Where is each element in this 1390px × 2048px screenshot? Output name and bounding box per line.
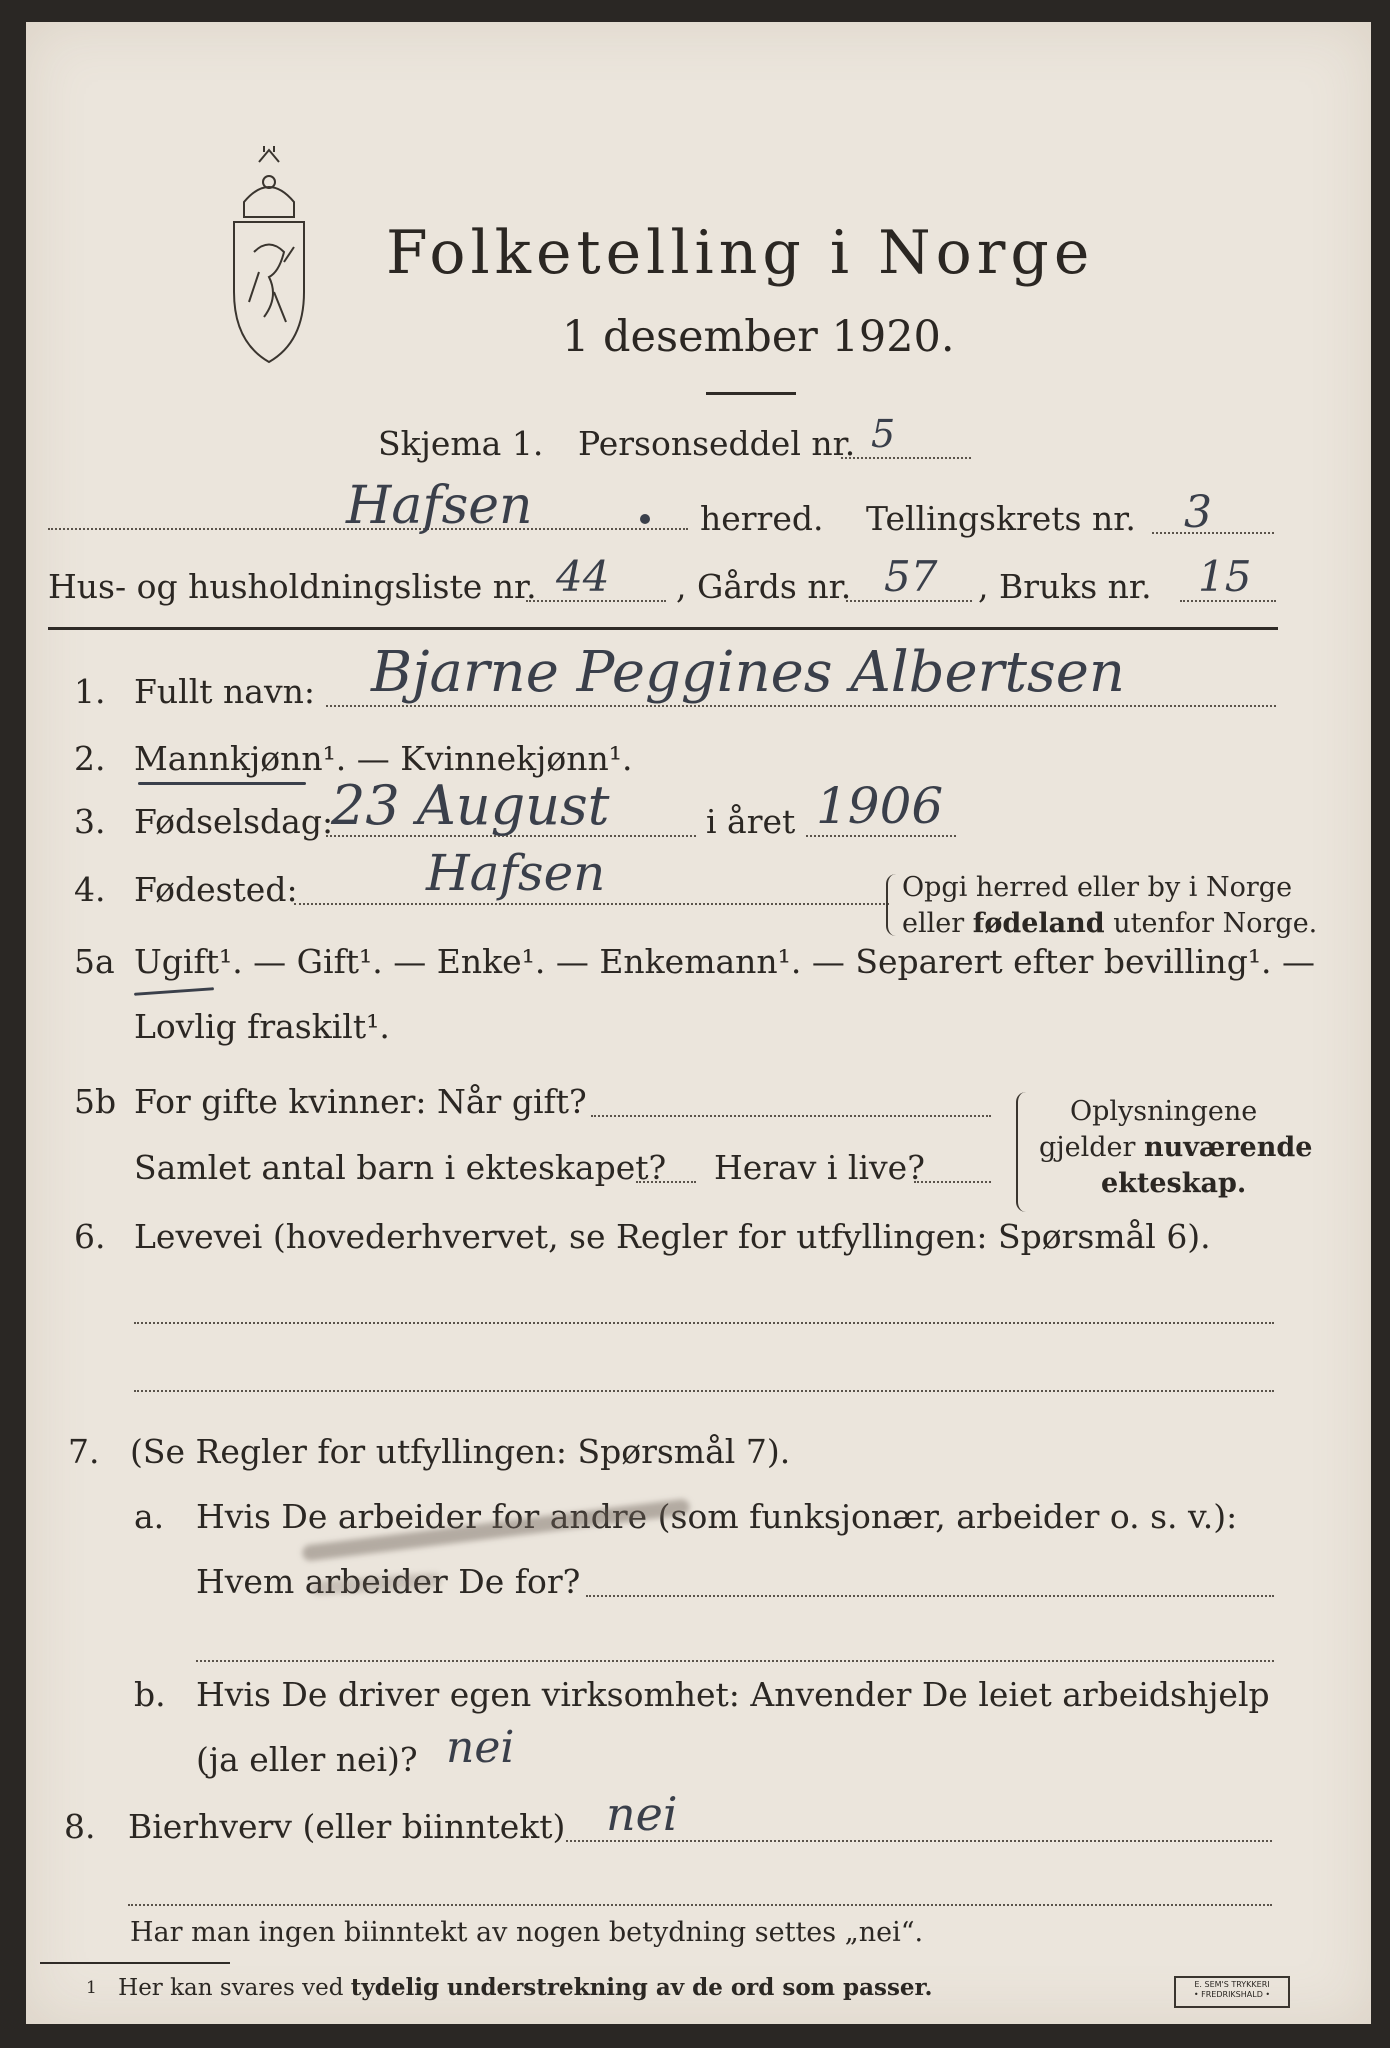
q7b-line2: (ja eller nei)? <box>196 1740 418 1779</box>
q6-label: Levevei (hovederhvervet, se Regler for utfyllingen: Spørsmål 6). <box>134 1217 1211 1256</box>
bruks-label: , Bruks nr. <box>978 567 1152 606</box>
footnote-text-pre: Her kan svares ved <box>118 1975 344 2001</box>
side-income-value: nei <box>606 1787 678 1841</box>
gards-value: 57 <box>884 552 938 601</box>
occupation-field-2[interactable] <box>134 1390 1274 1392</box>
full-name-field[interactable] <box>326 705 1276 707</box>
q5b-note1: Oplysningene <box>1070 1096 1258 1127</box>
q7a-line2: Hvem arbeider De for? <box>196 1562 581 1601</box>
q5b-line2b: Herav i live? <box>714 1148 925 1187</box>
footnote-mark: 1 <box>86 1978 97 1998</box>
form-title: Folketelling i Norge <box>386 218 1095 288</box>
hus-label: Hus- og husholdningsliste nr. <box>48 567 537 606</box>
q7-number: 7. <box>68 1432 100 1471</box>
q2-label: Mannkjønn¹. — Kvinnekjønn¹. <box>134 739 633 778</box>
occupation-field-1[interactable] <box>134 1322 1274 1324</box>
footnote <box>86 1974 933 2002</box>
q7b-letter: b. <box>134 1675 166 1714</box>
census-form <box>26 22 1371 2024</box>
married-when-field[interactable] <box>591 1115 991 1117</box>
employer-field-2[interactable] <box>196 1660 1274 1662</box>
birthplace-field[interactable] <box>294 903 889 905</box>
q8-note: Har man ingen biinntekt av nogen betydning settes „nei“. <box>130 1917 924 1948</box>
norway-coat-of-arms-icon <box>214 142 324 372</box>
q4-note-line2-pre: eller <box>902 908 965 939</box>
q5a-line1: Ugift¹. — Gift¹. — Enke¹. — Enkemann¹. — Separert efter bevilling¹. — <box>134 942 1316 981</box>
skjema-label: Skjema 1. <box>378 424 544 463</box>
q5b-number: 5b <box>74 1082 117 1121</box>
herred-value: Hafsen <box>346 476 533 536</box>
personseddel-field[interactable] <box>841 457 971 459</box>
header-rule <box>48 627 1278 630</box>
ink-dot <box>640 514 650 524</box>
personseddel-value: 5 <box>871 412 896 456</box>
q4-label: Fødested: <box>134 870 298 909</box>
q5b-note3: ekteskap. <box>1101 1168 1247 1199</box>
q5b-note2 <box>1039 1132 1312 1164</box>
q5a-line2: Lovlig fraskilt¹. <box>134 1007 390 1046</box>
q4-note-line1: Opgi herred eller by i Norge <box>902 872 1293 903</box>
q4-number: 4. <box>74 870 106 909</box>
mannkjonn-underline <box>138 782 306 785</box>
q8-label: Bierhverv (eller biinntekt) <box>128 1807 566 1846</box>
q5b-note2-pre: gjelder <box>1039 1132 1136 1163</box>
q7-label: (Se Regler for utfyllingen: Spørsmål 7). <box>130 1432 791 1471</box>
printer-stamp <box>1174 1976 1290 2008</box>
printer-line1: E. SEM'S TRYKKERI <box>1194 1980 1270 1989</box>
title-divider <box>706 392 796 395</box>
ugift-underline <box>134 987 214 996</box>
hus-value: 44 <box>556 552 610 601</box>
q6-number: 6. <box>74 1217 106 1256</box>
year-label: i året <box>706 802 796 841</box>
q5a-number: 5a <box>74 942 115 981</box>
employer-field[interactable] <box>586 1595 1274 1597</box>
children-count-field[interactable] <box>636 1181 696 1183</box>
q4-note-line2-post: utenfor Norge. <box>1113 908 1318 939</box>
q5b-line1: For gifte kvinner: Når gift? <box>134 1082 587 1121</box>
q4-note-line2-bold: fødeland <box>972 908 1105 939</box>
herred-label: herred. <box>700 499 824 538</box>
q2-number: 2. <box>74 739 106 778</box>
q7a-line1: Hvis De arbeider for andre (som funksjonær, arbeider o. s. v.): <box>196 1497 1238 1536</box>
q3-label: Fødselsdag: <box>134 802 334 841</box>
side-income-field-2[interactable] <box>128 1904 1272 1906</box>
birth-year-field[interactable] <box>806 835 956 837</box>
bruks-value: 15 <box>1198 552 1252 601</box>
personseddel-label: Personseddel nr. <box>578 424 856 463</box>
footnote-rule <box>40 1962 230 1964</box>
birthday-value: 23 August <box>331 774 610 837</box>
q8-number: 8. <box>64 1807 96 1846</box>
census-date: 1 desember 1920. <box>562 312 955 362</box>
q3-number: 3. <box>74 802 106 841</box>
q7b-line1: Hvis De driver egen virksomhet: Anvender De leiet arbeidshjelp <box>196 1675 1270 1714</box>
hired-help-value: nei <box>446 1722 515 1773</box>
q4-note-brace <box>886 874 896 936</box>
q5b-line2a: Samlet antal barn i ekteskapet? <box>134 1148 667 1187</box>
q4-note-line2 <box>902 908 1317 940</box>
q1-number: 1. <box>74 672 106 711</box>
full-name-value: Bjarne Peggines Albertsen <box>371 640 1125 705</box>
gards-label: , Gårds nr. <box>676 567 852 606</box>
q7a-letter: a. <box>134 1497 165 1536</box>
q5b-note-brace <box>1016 1092 1028 1212</box>
tellingskrets-value: 3 <box>1184 487 1212 538</box>
footnote-text-bold: tydelig understrekning av de ord som passer. <box>350 1974 933 2001</box>
q1-label: Fullt navn: <box>134 672 315 711</box>
tellingskrets-field[interactable] <box>1152 532 1274 534</box>
children-alive-field[interactable] <box>914 1181 991 1183</box>
birthplace-value: Hafsen <box>426 844 606 902</box>
q5b-note2-bold: nuværende <box>1144 1132 1313 1163</box>
birth-year-value: 1906 <box>816 777 944 835</box>
printer-line2: • FREDRIKSHALD • <box>1193 1990 1271 1999</box>
tellingskrets-label: Tellingskrets nr. <box>866 499 1136 538</box>
